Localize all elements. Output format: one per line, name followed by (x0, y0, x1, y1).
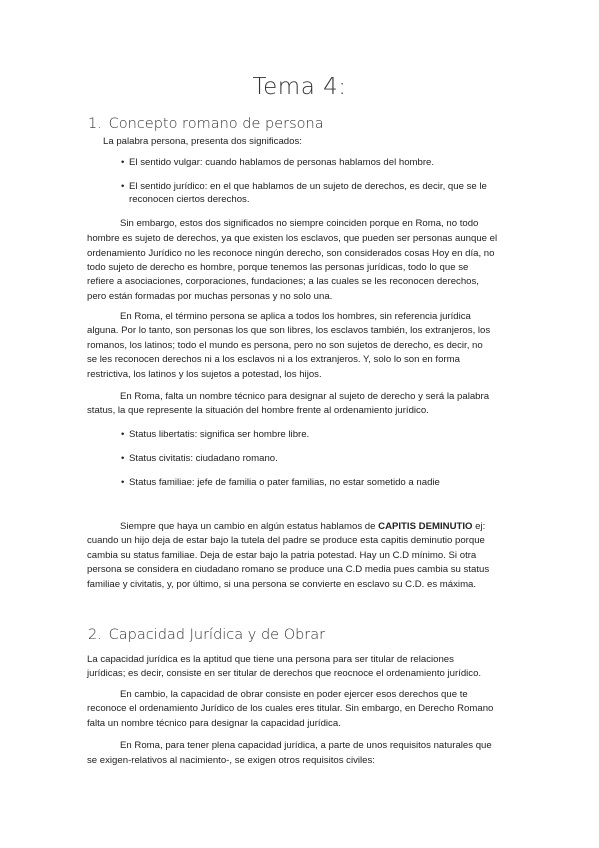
section-2-title: Capacidad Jurídica y de Obrar (108, 627, 326, 643)
bullet-item: Status familiae: jefe de familia o pater familias, no estar sometido a nadie (129, 477, 440, 488)
paragraph-line: familiae y civitatis, y, por último, si una persona se convierte en esclavo su C.D. es máxima. (87, 579, 477, 590)
paragraph-line: Sin embargo, estos dos significados no siempre coinciden porque en Roma, no todo (120, 218, 479, 229)
section-1-heading (88, 116, 324, 132)
bullet-marker: • (121, 477, 125, 488)
paragraph-line: La capacidad jurídica es la aptitud que tiene una persona para ser titular de relaciones (87, 654, 454, 665)
section-2-number: 2. (88, 627, 102, 643)
paragraph-line: hombre es sujeto de derechos, ya que existen los esclavos, que pueden ser personas aunque el (87, 233, 498, 244)
text-run: Siempre que haya un cambio en algún estatus hablamos de (120, 521, 379, 532)
paragraph-line: jurídicas; es decir, consiste en ser titular de derechos que reocnoce el ordenamiento jurídico. (87, 668, 482, 679)
paragraph-line: todo sujeto de derecho es hombre, porque tenemos las personas jurídicas, todo lo que se (87, 262, 469, 273)
paragraph-line: pero están formadas por muchas personas y no solo una. (87, 291, 333, 302)
paragraph-line: falta un nombre técnico para designar la capacidad jurídica. (87, 718, 341, 729)
bullet-item-continued: reconocen ciertos derechos. (129, 194, 250, 205)
document-title: Tema 4: (252, 74, 347, 100)
paragraph-line: refiere a asociaciones, corporaciones, fundaciones; a las cuales se les reconocen derechos, (87, 276, 479, 287)
bullet-marker: • (121, 429, 125, 440)
paragraph-line: status, la que represente la situación del hombre frente al ordenamiento jurídico. (87, 405, 429, 416)
bullet-item: Status civitatis: ciudadano romano. (129, 453, 278, 464)
paragraph-line: alguna. Por lo tanto, son personas los que son libres, los esclavos también, los extranjeros, los (87, 325, 491, 336)
bullet-item: El sentido vulgar: cuando hablamos de personas hablamos del hombre. (129, 157, 435, 168)
bullet-item: Status libertatis: significa ser hombre libre. (129, 429, 310, 440)
bullet-item: El sentido jurídico: en el que hablamos de un sujeto de derechos, es decir, que se le (129, 181, 487, 192)
paragraph-line: romanos, los latinos; todo el mundo es persona, pero no son sujetos de derecho, es decir, no (87, 340, 483, 351)
paragraph-line: En cambio, la capacidad de obrar consiste en poder ejercer esos derechos que te (120, 689, 468, 700)
paragraph-line: se exigen-relativos al nacimiento-, se exigen otros requisitos civiles: (87, 755, 375, 766)
paragraph-line: En Roma, falta un nombre técnico para designar al sujeto de derecho y será la palabra (120, 391, 490, 402)
text-run: ej: (472, 521, 486, 532)
paragraph-line: cambia su status familiae. Deja de estar bajo la patria potestad. Hay un C.D mínimo. Si otra (87, 550, 477, 561)
paragraph-line: restrictiva, los latinos y los sujetos a potestad, los hijos. (87, 369, 322, 380)
capitis-deminutio-term: CAPITIS DEMINUTIO (378, 521, 473, 532)
paragraph-line: cuando un hijo deja de estar bajo la tutela del padre se produce esta capitis deminutio porque (87, 535, 485, 546)
section-2-heading (88, 627, 325, 643)
paragraph-line: En Roma, el término persona se aplica a todos los hombres, sin referencia jurídica (120, 311, 471, 322)
paragraph-line (120, 521, 485, 533)
paragraph-line: reconoce el ordenamiento Jurídico de los cuales eres titular. Sin embargo, en Derecho Romano (87, 703, 494, 714)
bullet-marker: • (121, 157, 125, 168)
bullet-marker: • (121, 181, 125, 192)
paragraph-line: se les reconocen derechos ni a los esclavos ni a los extranjeros. Y, solo lo son en forma (87, 354, 460, 365)
section-1-title: Concepto romano de persona (108, 116, 324, 132)
section-1-number: 1. (88, 116, 102, 132)
bullet-marker: • (121, 453, 125, 464)
paragraph-line: persona se considera en ciudadano romano se produce una C.D media pues cambia su status (87, 564, 490, 575)
paragraph-line: ordenamiento Jurídico no les reconoce ningún derecho, son considerados cosas Hoy en día, no (87, 248, 495, 259)
section-1-intro: La palabra persona, presenta dos significados: (103, 136, 302, 147)
paragraph-line: En Roma, para tener plena capacidad jurídica, a parte de unos requisitos naturales que (120, 740, 492, 751)
